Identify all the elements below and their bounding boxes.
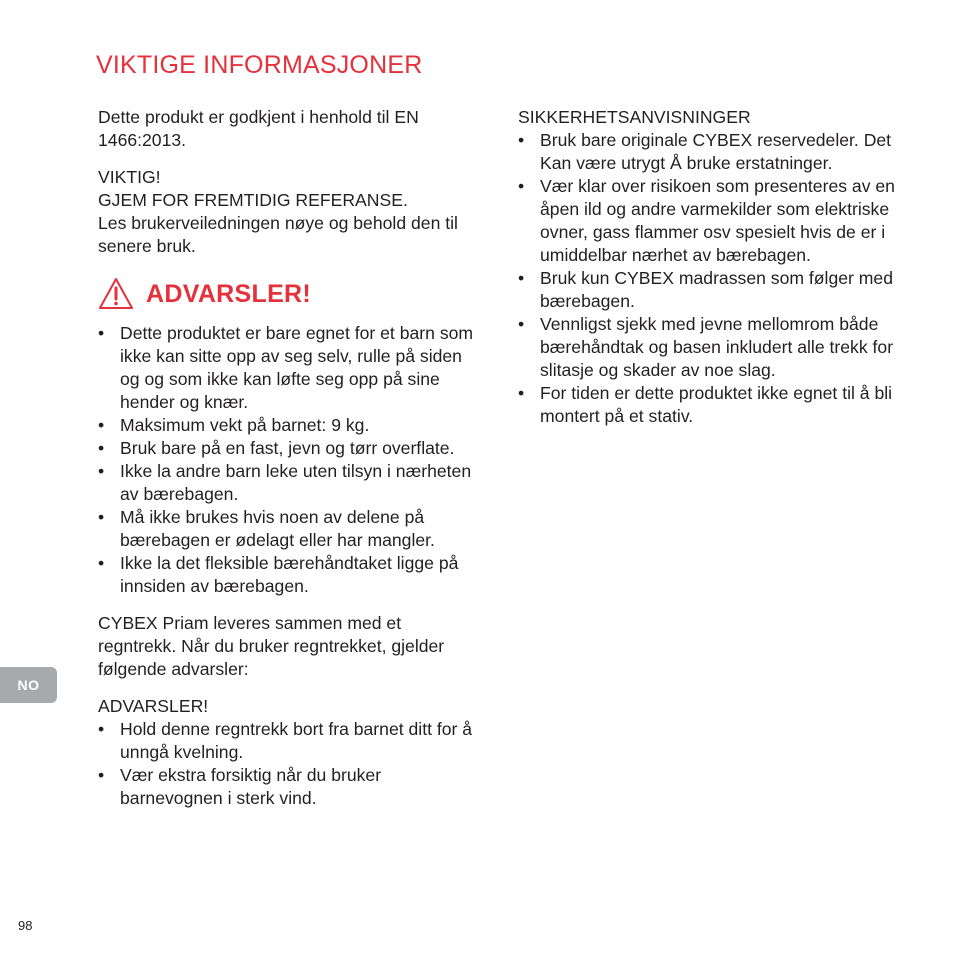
read-instructions-text: Les brukerveiledningen nøye og behold den til senere bruk. — [98, 213, 458, 256]
warning-heading — [98, 274, 483, 314]
right-column — [518, 106, 910, 428]
important-label: VIKTIG! — [98, 167, 161, 187]
list-item: • Må ikke brukes hvis noen av delene på bærebagen er ødelagt eller har mangler. — [98, 506, 483, 552]
list-item: • Ikke la andre barn leke uten tilsyn i nærheten av bærebagen. — [98, 460, 483, 506]
keep-label: GJEM FOR FREMTIDIG REFERANSE. — [98, 190, 408, 210]
list-item: • Ikke la det fleksible bærehåndtaket ligge på innsiden av bærebagen. — [98, 552, 483, 598]
language-tab: NO — [0, 667, 57, 703]
approval-text: Dette produkt er godkjent i henhold til EN 1466:2013. — [98, 107, 419, 150]
list-item: • Vær ekstra forsiktig når du bruker barnevognen i sterk vind. — [98, 764, 483, 810]
page-title: VIKTIGE INFORMASJONER — [96, 51, 423, 79]
list-item: • Maksimum vekt på barnet: 9 kg. — [98, 414, 483, 437]
list-item: • Dette produktet er bare egnet for et barn som ikke kan sitte opp av seg selv, rulle på siden og og som ikke kan løfte seg opp på sine hender og knær. — [98, 322, 483, 414]
list-item: • Vennligst sjekk med jevne mellomrom både bærehåndtak og basen inkludert alle trekk for slitasje og skader av noe slag. — [518, 313, 910, 382]
warning-title: ADVARSLER! — [146, 280, 312, 308]
list-item: • Bruk kun CYBEX madrassen som følger med bærebagen. — [518, 267, 910, 313]
safety-list — [518, 129, 910, 428]
list-item: • Hold denne regntrekk bort fra barnet ditt for å unngå kvelning. — [98, 718, 483, 764]
list-item: • Bruk bare originale CYBEX reservedeler. Det Kan være utrygt Å bruke erstatninger. — [518, 129, 910, 175]
page-number: 98 — [18, 918, 33, 933]
safety-heading: SIKKERHETSANVISNINGER — [518, 107, 751, 127]
warning-triangle-icon — [98, 277, 134, 311]
warning-list — [98, 322, 483, 598]
raincover-warning-label: ADVARSLER! — [98, 696, 209, 716]
left-column — [98, 106, 483, 810]
raincover-intro-text: CYBEX Priam leveres sammen med et regntrekk. Når du bruker regntrekket, gjelder følgende advarsler: — [98, 613, 445, 679]
list-item: • For tiden er dette produktet ikke egnet til å bli montert på et stativ. — [518, 382, 910, 428]
raincover-warning-list — [98, 718, 483, 810]
list-item: • Vær klar over risikoen som presenteres av en åpen ild og andre varmekilder som elektriske ovner, gass flammer osv spesielt hvis de er i umiddelbar nærhet av bærebagen. — [518, 175, 910, 267]
list-item: • Bruk bare på en fast, jevn og tørr overflate. — [98, 437, 483, 460]
